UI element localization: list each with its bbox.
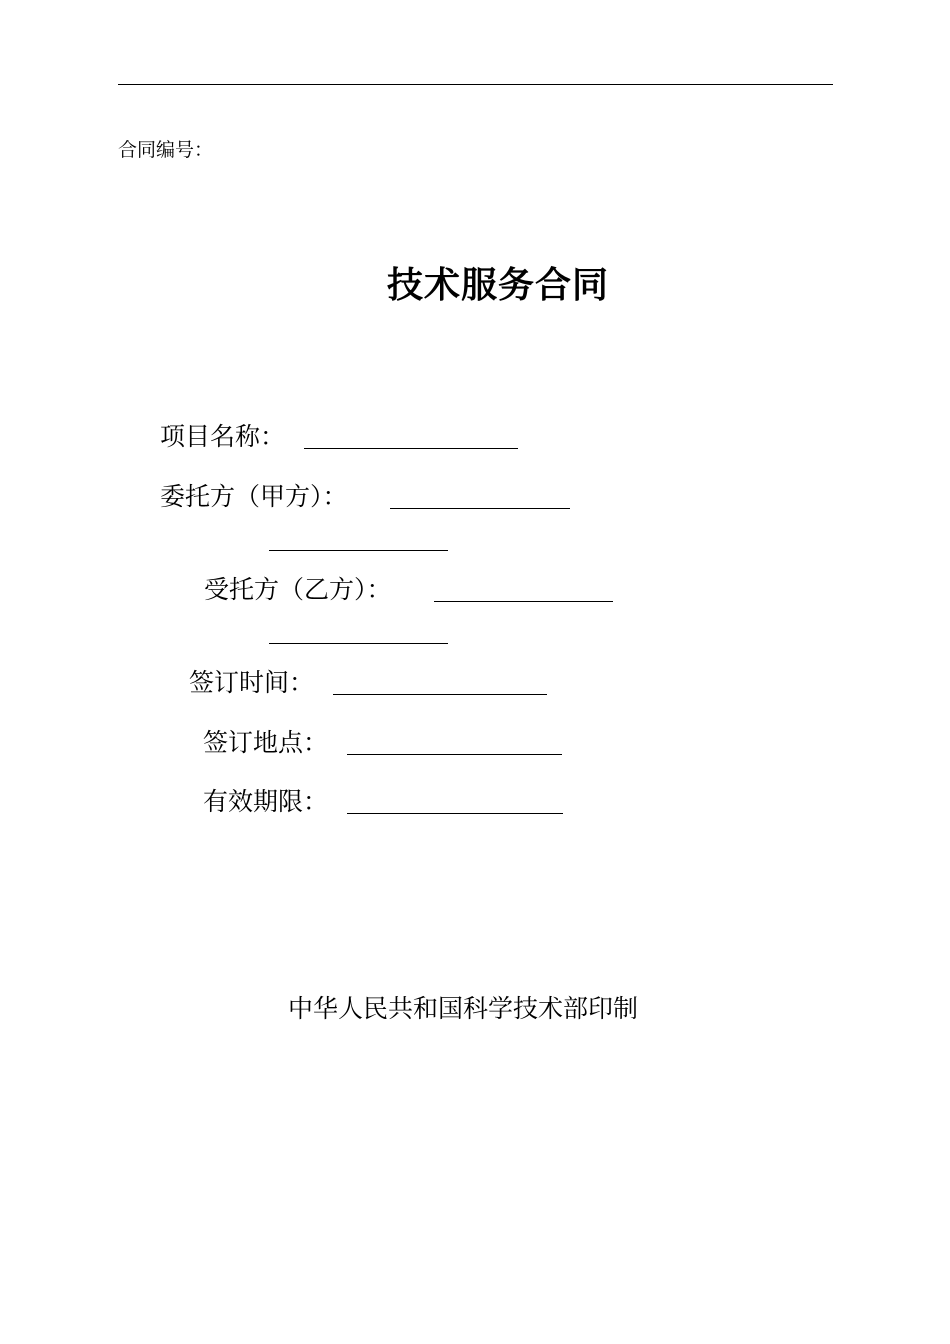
sign-place-field [203, 727, 328, 759]
contractor-party-blank[interactable] [434, 601, 613, 602]
contract-number-label: 合同编号： [118, 139, 214, 161]
sign-place-label: 签订地点： [203, 728, 329, 757]
project-name-label: 项目名称： [160, 422, 286, 451]
sign-date-blank[interactable] [333, 694, 547, 695]
client-party-label: 委托方（甲方）： [160, 482, 348, 511]
document-title: 技术服务合同 [387, 265, 610, 306]
project-name-field [160, 421, 285, 453]
validity-field [203, 786, 328, 818]
publisher-footer: 中华人民共和国科学技术部印制 [288, 994, 639, 1023]
sign-date-field [189, 667, 314, 699]
validity-blank[interactable] [347, 813, 563, 814]
project-name-blank[interactable] [304, 448, 518, 449]
validity-label: 有效期限： [203, 787, 329, 816]
contractor-party-field [204, 574, 392, 606]
contractor-party-label: 受托方（乙方）： [204, 575, 392, 604]
sign-place-blank[interactable] [347, 754, 562, 755]
client-party-blank-2[interactable] [269, 550, 448, 551]
client-party-field [160, 481, 348, 513]
client-party-blank[interactable] [390, 508, 570, 509]
contractor-party-blank-2[interactable] [269, 643, 448, 644]
header-rule [118, 84, 833, 85]
sign-date-label: 签订时间： [189, 668, 315, 697]
